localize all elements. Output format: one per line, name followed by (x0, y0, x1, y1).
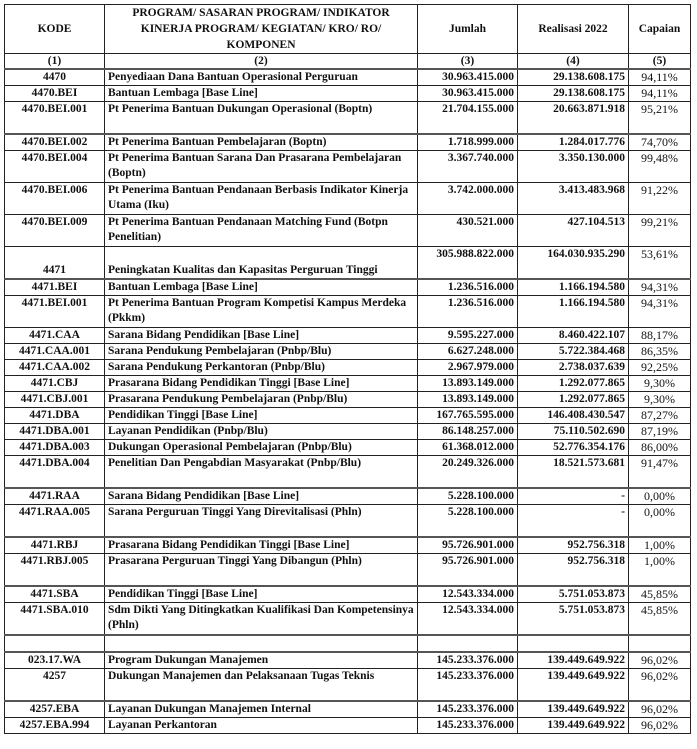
realisasi-cell: 1.284.017.776 (518, 134, 629, 151)
table-row (5, 183, 691, 215)
realisasi-cell: 20.663.871.918 (518, 102, 629, 135)
realisasi-cell: 139.449.649.922 (518, 652, 629, 669)
capaian-cell: 53,61% (629, 247, 691, 280)
jumlah-cell (418, 635, 518, 652)
uraian-cell: Penyediaan Dana Bantuan Operasional Perguruan (105, 69, 418, 86)
capaian-cell: 94,31% (629, 296, 691, 328)
kode-cell: 4470.BEI.004 (5, 151, 105, 183)
uraian-cell: Pt Penerima Bantuan Pembelajaran (Boptn) (105, 134, 418, 151)
uraian-cell: Pt Penerima Bantuan Program Kompetisi Kampus Merdeka (Pkkm) (105, 296, 418, 328)
table-row (5, 69, 691, 86)
capaian-cell: 9,30% (629, 392, 691, 408)
header-capaian: Capaian (629, 5, 691, 54)
realisasi-cell: - (518, 505, 629, 538)
kode-cell: 4471.RBJ (5, 537, 105, 554)
kode-cell: 4471.CBJ (5, 376, 105, 392)
capaian-cell: 96,02% (629, 669, 691, 702)
kode-cell: 4471.DBA (5, 408, 105, 424)
table-row (5, 134, 691, 151)
uraian-cell: Prasarana Perguruan Tinggi Yang Dibangun (Phln) (105, 554, 418, 587)
kode-cell: 4471.DBA.001 (5, 424, 105, 440)
capaian-cell: 91,47% (629, 456, 691, 489)
table-row (5, 603, 691, 636)
table-row (5, 86, 691, 102)
kode-cell: 4470 (5, 69, 105, 86)
capaian-cell: 45,85% (629, 586, 691, 603)
kode-cell: 4471.DBA.004 (5, 456, 105, 489)
column-number: (5) (629, 54, 691, 70)
jumlah-cell: 12.543.334.000 (418, 603, 518, 636)
uraian-cell: Dukungan Operasional Pembelajaran (Pnbp/Blu) (105, 440, 418, 456)
realisasi-cell: 139.449.649.922 (518, 669, 629, 702)
uraian-cell: Pt Penerima Bantuan Sarana Dan Prasarana Pembelajaran (Boptn) (105, 151, 418, 183)
table-row (5, 456, 691, 489)
kode-cell: 4470.BEI (5, 86, 105, 102)
header-row (5, 5, 691, 54)
uraian-cell: Sdm Dikti Yang Ditingkatkan Kualifikasi Dan Kompetensinya (Phln) (105, 603, 418, 636)
realisasi-cell: 8.460.422.107 (518, 328, 629, 344)
realisasi-cell: 5.751.053.873 (518, 603, 629, 636)
jumlah-cell: 1.718.999.000 (418, 134, 518, 151)
uraian-cell: Sarana Pendukung Perkantoran (Pnbp/Blu) (105, 360, 418, 376)
table-row (5, 360, 691, 376)
table-row (5, 392, 691, 408)
capaian-cell: 96,02% (629, 652, 691, 669)
kode-cell: 4257.EBA.994 (5, 718, 105, 734)
table-row (5, 102, 691, 135)
capaian-cell: 95,21% (629, 102, 691, 135)
uraian-cell: Sarana Pendukung Pembelajaran (Pnbp/Blu) (105, 344, 418, 360)
uraian-cell: Prasarana Bidang Pendidikan Tinggi [Base Line] (105, 537, 418, 554)
capaian-cell: 87,27% (629, 408, 691, 424)
table-row (5, 247, 691, 280)
jumlah-cell: 30.963.415.000 (418, 69, 518, 86)
table-row (5, 586, 691, 603)
realisasi-cell: 164.030.935.290 (518, 247, 629, 280)
table-row (5, 344, 691, 360)
capaian-cell: 94,11% (629, 69, 691, 86)
kode-cell: 4471 (5, 247, 105, 280)
uraian-cell: Dukungan Manajemen dan Pelaksanaan Tugas Teknis (105, 669, 418, 702)
uraian-cell (105, 635, 418, 652)
table-row (5, 701, 691, 718)
table-row (5, 537, 691, 554)
capaian-cell: 99,21% (629, 215, 691, 247)
realisasi-cell: 5.722.384.468 (518, 344, 629, 360)
jumlah-cell: 20.249.326.000 (418, 456, 518, 489)
uraian-cell: Pt Penerima Bantuan Pendanaan Matching Fund (Botpn Penelitian) (105, 215, 418, 247)
table-row (5, 296, 691, 328)
realization-table (4, 4, 691, 734)
kode-cell (5, 635, 105, 652)
column-number: (4) (518, 54, 629, 70)
capaian-cell: 45,85% (629, 603, 691, 636)
header-kode: KODE (5, 5, 105, 54)
realisasi-cell: 1.292.077.865 (518, 376, 629, 392)
column-number: (3) (418, 54, 518, 70)
kode-cell: 4471.BEI (5, 279, 105, 296)
column-number-row (5, 54, 691, 70)
table-row (5, 376, 691, 392)
uraian-cell: Penelitian Dan Pengabdian Masyarakat (Pnbp/Blu) (105, 456, 418, 489)
jumlah-cell: 13.893.149.000 (418, 376, 518, 392)
jumlah-cell: 61.368.012.000 (418, 440, 518, 456)
table-row (5, 718, 691, 734)
uraian-cell: Prasarana Pendukung Pembelajaran (Pnbp/Blu) (105, 392, 418, 408)
capaian-cell: 86,00% (629, 440, 691, 456)
table-row (5, 652, 691, 669)
capaian-cell: 1,00% (629, 554, 691, 587)
realisasi-cell: 3.350.130.000 (518, 151, 629, 183)
jumlah-cell: 12.543.334.000 (418, 586, 518, 603)
realisasi-cell: 2.738.037.639 (518, 360, 629, 376)
jumlah-cell: 3.742.000.000 (418, 183, 518, 215)
realisasi-cell: 75.110.502.690 (518, 424, 629, 440)
realisasi-cell: 1.166.194.580 (518, 279, 629, 296)
kode-cell: 4471.CBJ.001 (5, 392, 105, 408)
jumlah-cell: 13.893.149.000 (418, 392, 518, 408)
table-row (5, 408, 691, 424)
uraian-cell: Bantuan Lembaga [Base Line] (105, 279, 418, 296)
kode-cell: 4257.EBA (5, 701, 105, 718)
jumlah-cell: 6.627.248.000 (418, 344, 518, 360)
capaian-cell: 96,02% (629, 701, 691, 718)
table-row-blank (5, 635, 691, 652)
uraian-cell: Sarana Perguruan Tinggi Yang Direvitalisasi (Phln) (105, 505, 418, 538)
realisasi-cell: 1.292.077.865 (518, 392, 629, 408)
uraian-cell: Layanan Pendidikan (Pnbp/Blu) (105, 424, 418, 440)
jumlah-cell: 145.233.376.000 (418, 652, 518, 669)
jumlah-cell: 21.704.155.000 (418, 102, 518, 135)
table-row (5, 279, 691, 296)
kode-cell: 4470.BEI.001 (5, 102, 105, 135)
capaian-cell: 9,30% (629, 376, 691, 392)
kode-cell: 4471.CAA (5, 328, 105, 344)
realisasi-cell: 139.449.649.922 (518, 701, 629, 718)
jumlah-cell: 145.233.376.000 (418, 701, 518, 718)
realisasi-cell: 29.138.608.175 (518, 86, 629, 102)
jumlah-cell: 305.988.822.000 (418, 247, 518, 280)
kode-cell: 4471.SBA.010 (5, 603, 105, 636)
capaian-cell: 94,31% (629, 279, 691, 296)
table-row (5, 440, 691, 456)
realisasi-cell: 5.751.053.873 (518, 586, 629, 603)
table-row (5, 328, 691, 344)
jumlah-cell: 5.228.100.000 (418, 488, 518, 505)
table-row (5, 488, 691, 505)
realisasi-cell: 139.449.649.922 (518, 718, 629, 734)
realisasi-cell: 952.756.318 (518, 554, 629, 587)
table-row (5, 505, 691, 538)
jumlah-cell: 145.233.376.000 (418, 718, 518, 734)
capaian-cell (629, 635, 691, 652)
uraian-cell: Peningkatan Kualitas dan Kapasitas Perguruan Tinggi (105, 247, 418, 280)
jumlah-cell: 430.521.000 (418, 215, 518, 247)
kode-cell: 4470.BEI.009 (5, 215, 105, 247)
realisasi-cell: 1.166.194.580 (518, 296, 629, 328)
table-row (5, 554, 691, 587)
kode-cell: 4471.RAA.005 (5, 505, 105, 538)
capaian-cell: 96,02% (629, 718, 691, 734)
kode-cell: 4470.BEI.006 (5, 183, 105, 215)
realisasi-cell: 52.776.354.176 (518, 440, 629, 456)
jumlah-cell: 95.726.901.000 (418, 554, 518, 587)
column-number: (2) (105, 54, 418, 70)
capaian-cell: 74,70% (629, 134, 691, 151)
capaian-cell: 0,00% (629, 488, 691, 505)
kode-cell: 4470.BEI.002 (5, 134, 105, 151)
kode-cell: 4471.CAA.002 (5, 360, 105, 376)
uraian-cell: Pt Penerima Bantuan Dukungan Operasional (Boptn) (105, 102, 418, 135)
jumlah-cell: 2.967.979.000 (418, 360, 518, 376)
kode-cell: 4471.RBJ.005 (5, 554, 105, 587)
jumlah-cell: 3.367.740.000 (418, 151, 518, 183)
uraian-cell: Program Dukungan Manajemen (105, 652, 418, 669)
capaian-cell: 94,11% (629, 86, 691, 102)
uraian-cell: Layanan Perkantoran (105, 718, 418, 734)
uraian-cell: Pendidikan Tinggi [Base Line] (105, 408, 418, 424)
jumlah-cell: 1.236.516.000 (418, 296, 518, 328)
uraian-cell: Prasarana Bidang Pendidikan Tinggi [Base Line] (105, 376, 418, 392)
realisasi-cell: 427.104.513 (518, 215, 629, 247)
jumlah-cell: 1.236.516.000 (418, 279, 518, 296)
table-row (5, 215, 691, 247)
realisasi-cell: 29.138.608.175 (518, 69, 629, 86)
realisasi-cell: 146.408.430.547 (518, 408, 629, 424)
jumlah-cell: 30.963.415.000 (418, 86, 518, 102)
header-jumlah: Jumlah (418, 5, 518, 54)
realisasi-cell: 18.521.573.681 (518, 456, 629, 489)
header-program: PROGRAM/ SASARAN PROGRAM/ INDIKATOR KINERJA PROGRAM/ KEGIATAN/ KRO/ RO/ KOMPONEN (105, 5, 418, 54)
header-realisasi: Realisasi 2022 (518, 5, 629, 54)
jumlah-cell: 167.765.595.000 (418, 408, 518, 424)
uraian-cell: Bantuan Lembaga [Base Line] (105, 86, 418, 102)
realisasi-cell (518, 635, 629, 652)
kode-cell: 4471.BEI.001 (5, 296, 105, 328)
capaian-cell: 86,35% (629, 344, 691, 360)
kode-cell: 4471.CAA.001 (5, 344, 105, 360)
table-row (5, 151, 691, 183)
kode-cell: 023.17.WA (5, 652, 105, 669)
jumlah-cell: 95.726.901.000 (418, 537, 518, 554)
table-row (5, 424, 691, 440)
kode-cell: 4471.SBA (5, 586, 105, 603)
realisasi-cell: 952.756.318 (518, 537, 629, 554)
capaian-cell: 87,19% (629, 424, 691, 440)
uraian-cell: Pt Penerima Bantuan Pendanaan Berbasis Indikator Kinerja Utama (Iku) (105, 183, 418, 215)
jumlah-cell: 9.595.227.000 (418, 328, 518, 344)
realisasi-cell: - (518, 488, 629, 505)
column-number: (1) (5, 54, 105, 70)
uraian-cell: Layanan Dukungan Manajemen Internal (105, 701, 418, 718)
jumlah-cell: 145.233.376.000 (418, 669, 518, 702)
capaian-cell: 91,22% (629, 183, 691, 215)
uraian-cell: Sarana Bidang Pendidikan [Base Line] (105, 488, 418, 505)
uraian-cell: Sarana Bidang Pendidikan [Base Line] (105, 328, 418, 344)
table-row (5, 669, 691, 702)
kode-cell: 4471.RAA (5, 488, 105, 505)
realisasi-cell: 3.413.483.968 (518, 183, 629, 215)
capaian-cell: 92,25% (629, 360, 691, 376)
kode-cell: 4471.DBA.003 (5, 440, 105, 456)
capaian-cell: 99,48% (629, 151, 691, 183)
kode-cell: 4257 (5, 669, 105, 702)
uraian-cell: Pendidikan Tinggi [Base Line] (105, 586, 418, 603)
capaian-cell: 1,00% (629, 537, 691, 554)
jumlah-cell: 5.228.100.000 (418, 505, 518, 538)
jumlah-cell: 86.148.257.000 (418, 424, 518, 440)
capaian-cell: 88,17% (629, 328, 691, 344)
capaian-cell: 0,00% (629, 505, 691, 538)
